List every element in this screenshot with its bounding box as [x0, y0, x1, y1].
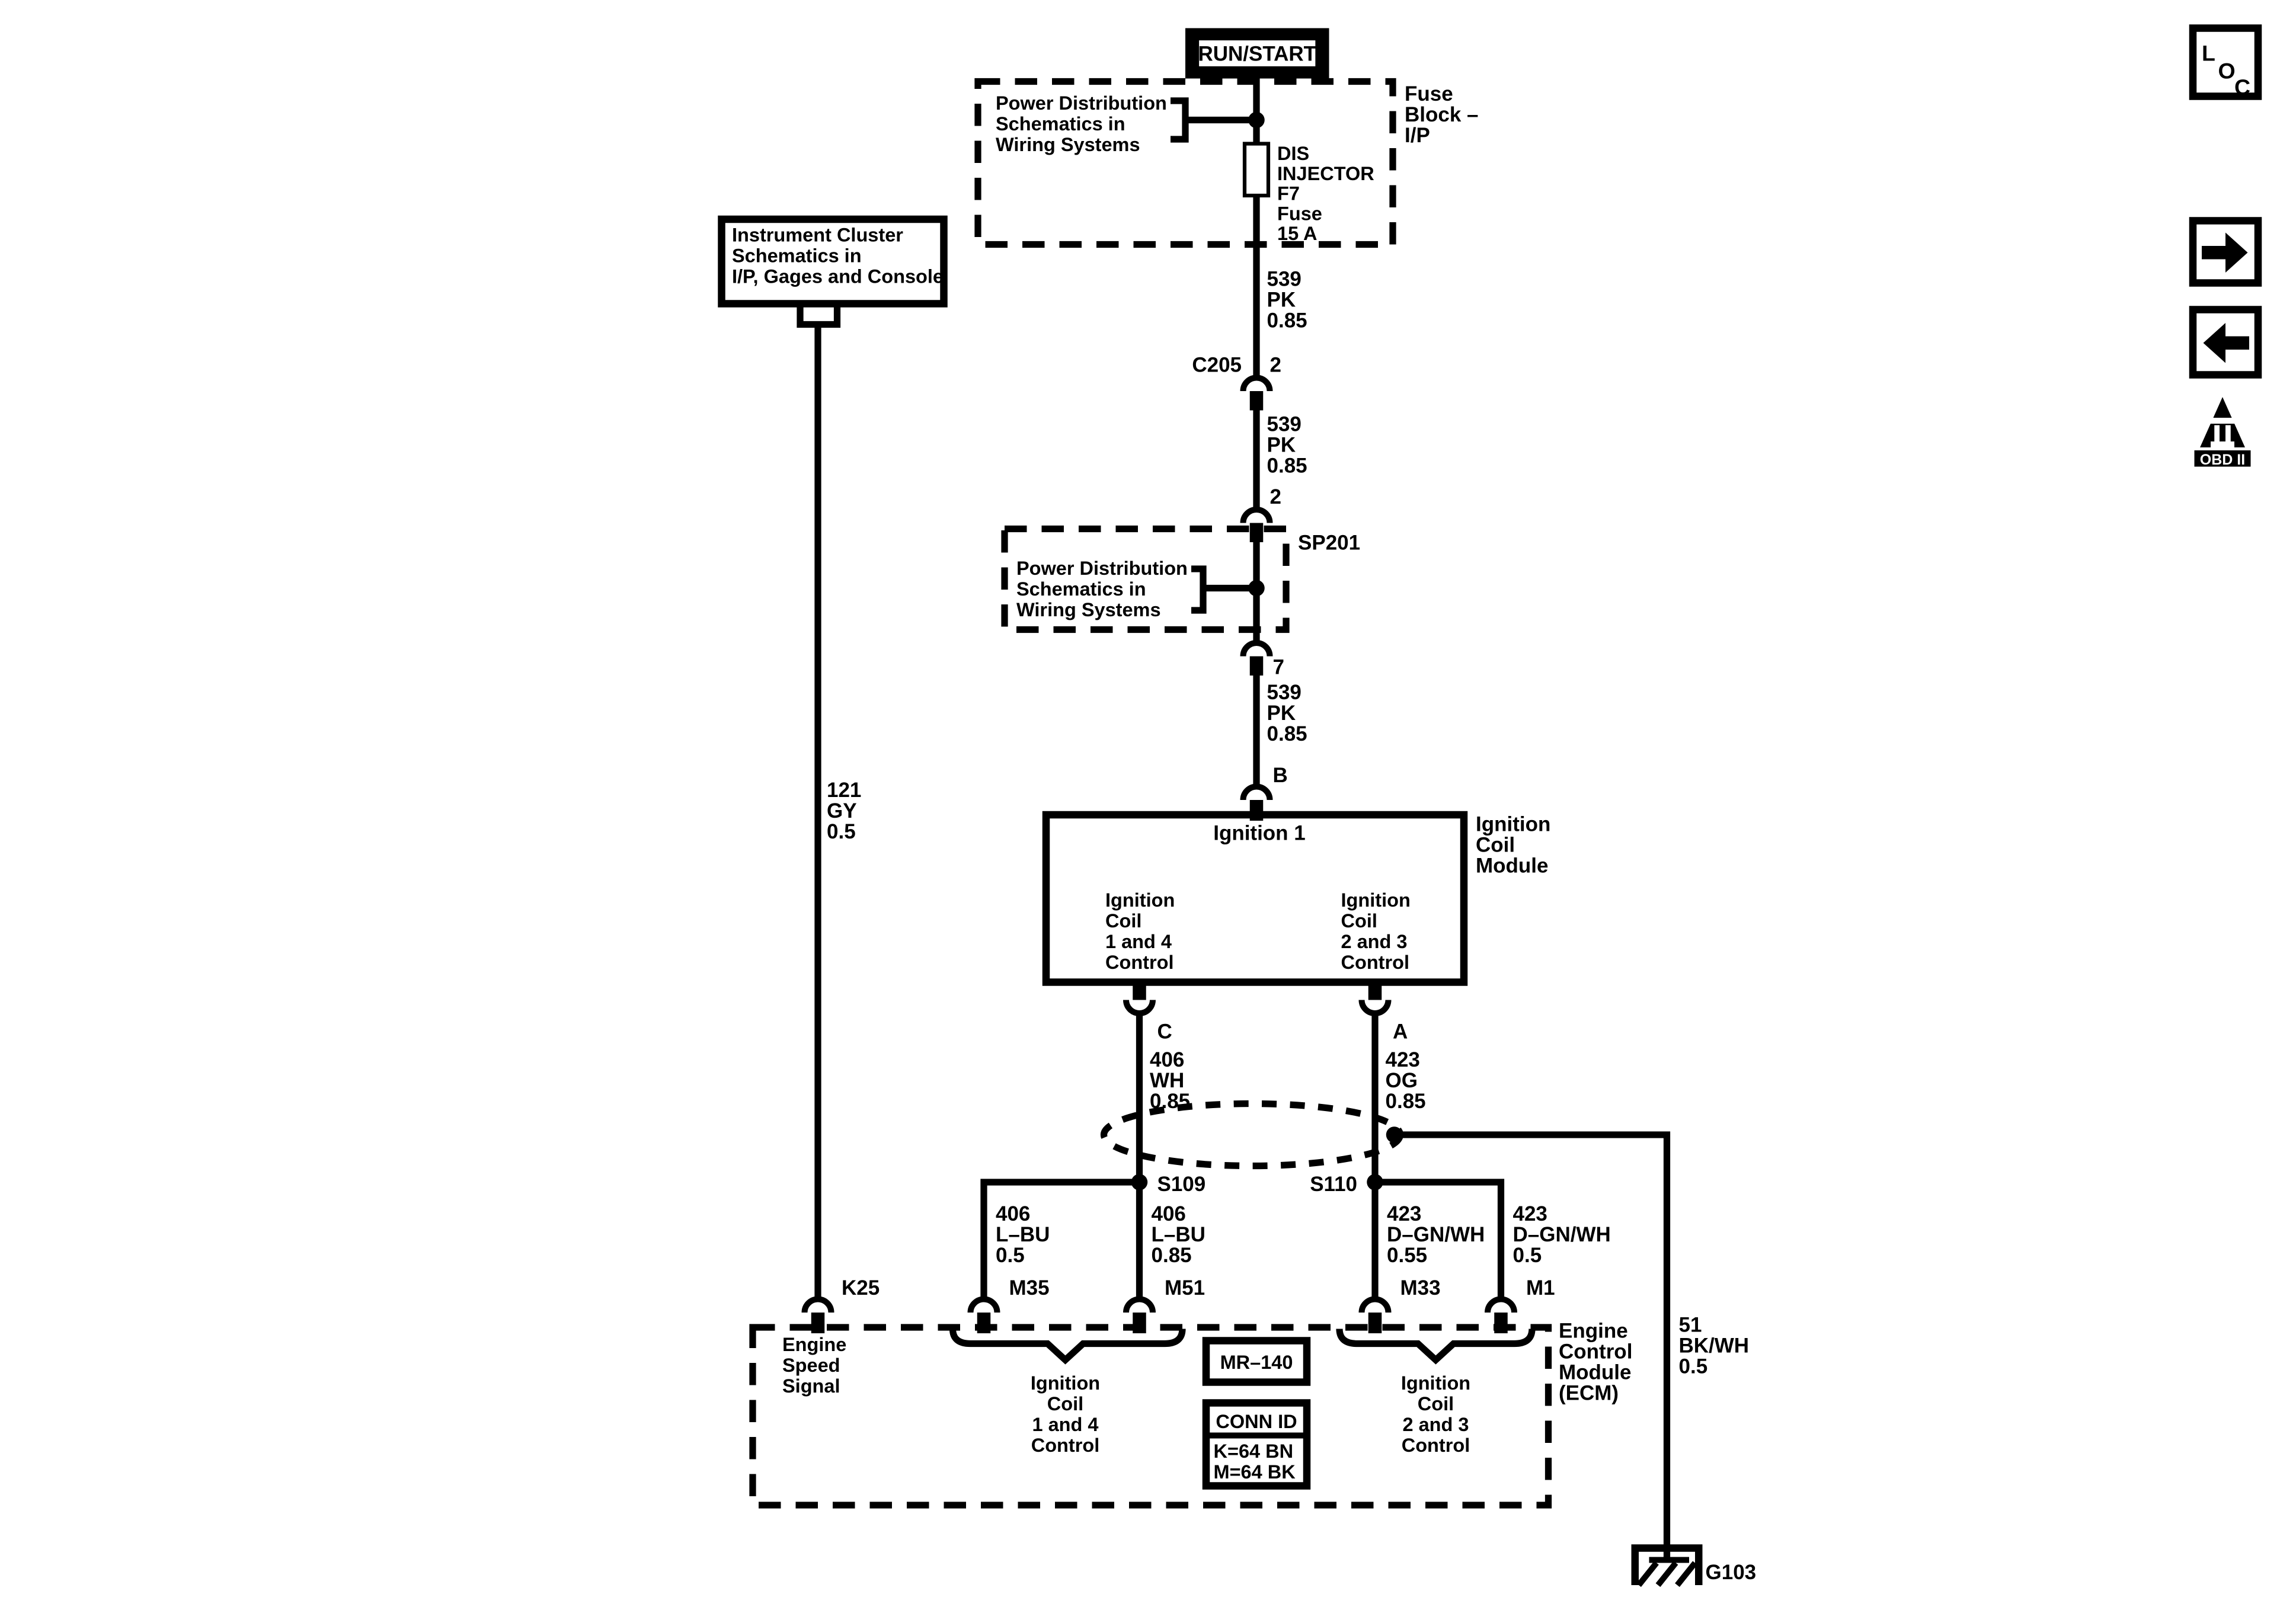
fuse-block-label — [1405, 82, 1479, 147]
icm-c-stub — [1133, 982, 1146, 1000]
icm-b-arc — [1243, 787, 1270, 801]
ecm-engine-speed-label — [782, 1334, 846, 1397]
center-circuit — [1185, 79, 1265, 378]
icm-coil14-line1: Ignition — [1105, 889, 1175, 911]
wire-539-gauge: 0.85 — [1267, 454, 1307, 478]
m33-label: M33 — [1400, 1276, 1441, 1299]
m1-arc — [1488, 1299, 1514, 1313]
sp201-note-line3: Wiring Systems — [1016, 598, 1161, 620]
ecm-coil23-line4: Control — [1401, 1435, 1470, 1456]
c205-label: C205 — [1192, 353, 1242, 377]
ecm-espd-line2: Speed — [782, 1355, 840, 1376]
wire-423og-color: OG — [1385, 1069, 1418, 1092]
icm-coil23-line1: Ignition — [1341, 889, 1411, 911]
connector-icm-a — [1362, 982, 1408, 1043]
power-distribution-note-top — [996, 92, 1185, 155]
wire-label-423-dgn-055 — [1387, 1202, 1485, 1267]
icm-coil14-label — [1105, 889, 1175, 973]
ground-hatch-1 — [1639, 1563, 1657, 1586]
instrument-note-bracket — [800, 307, 837, 338]
fuse-block-label-line3: I/P — [1405, 123, 1430, 147]
icm-pin-c: C — [1157, 1020, 1172, 1044]
instrument-note-line1: Instrument Cluster — [732, 224, 903, 246]
wire-539-circuit: 539 — [1267, 681, 1302, 704]
k25-label: K25 — [842, 1276, 880, 1299]
ecm-coil14-line1: Ignition — [1030, 1372, 1101, 1394]
ecm-espd-line3: Signal — [782, 1375, 840, 1397]
m35-arc — [971, 1299, 997, 1313]
icm-coil23-line3: 2 and 3 — [1341, 931, 1408, 952]
ecm-name-label — [1559, 1320, 1632, 1405]
ecm-coil23-line1: Ignition — [1400, 1372, 1471, 1394]
wire-label-121-gy — [827, 779, 861, 843]
lbu085-color: L–BU — [1151, 1223, 1205, 1246]
wire-label-406-lbu-05 — [996, 1202, 1050, 1267]
nav-prev-button[interactable] — [2193, 310, 2258, 375]
s109-label: S109 — [1157, 1173, 1206, 1196]
m1-label: M1 — [1526, 1276, 1555, 1299]
ecm-espd-line1: Engine — [782, 1334, 847, 1355]
instrument-note-line3: I/P, Gages and Console — [732, 265, 944, 287]
dgn055-gauge: 0.55 — [1387, 1244, 1428, 1267]
icm-name-line3: Module — [1476, 854, 1549, 878]
obd2-pillar-left — [2214, 425, 2220, 441]
power-note-bracket — [1171, 101, 1185, 139]
engine-control-module — [753, 1320, 1632, 1506]
conn-id-row2: M=64 BK — [1213, 1461, 1296, 1483]
ignition-coil-module — [1046, 813, 1550, 982]
right-arrow-icon — [2202, 246, 2225, 260]
nav-loc-button[interactable] — [2193, 28, 2258, 100]
power-distribution-note-sp201 — [1016, 558, 1265, 620]
sp201-pin-in: 2 — [1269, 485, 1281, 508]
icm-coil14-line3: 1 and 4 — [1105, 931, 1172, 952]
connector-icm-c — [1126, 982, 1172, 1043]
icm-coil23-label — [1341, 889, 1411, 973]
icm-a-arc — [1362, 1000, 1389, 1013]
wire-51-color: BK/WH — [1678, 1334, 1750, 1358]
nav-obd2-badge[interactable] — [2192, 397, 2254, 468]
conn-id-title: CONN ID — [1216, 1411, 1297, 1432]
fuse-label-line2: INJECTOR — [1277, 162, 1374, 184]
m51-arc — [1126, 1299, 1153, 1313]
ground-hatch-3 — [1677, 1563, 1695, 1586]
ecm-coil23-line3: 2 and 3 — [1402, 1414, 1469, 1435]
sp201-out-stub — [1250, 657, 1264, 676]
sp201-note-line1: Power Distribution — [1016, 557, 1188, 579]
lbu05-color: L–BU — [996, 1223, 1050, 1246]
ecm-coil23-line2: Coil — [1417, 1393, 1454, 1414]
left-arrow-icon — [2225, 337, 2249, 350]
wire-121-circuit: 121 — [827, 779, 862, 802]
icm-pin-a: A — [1393, 1020, 1408, 1044]
lbu05-gauge: 0.5 — [996, 1244, 1025, 1267]
wire-539-circuit: 539 — [1267, 412, 1302, 436]
sp201-box — [1005, 529, 1360, 629]
icm-coil14-line4: Control — [1105, 952, 1174, 973]
sp201-label: SP201 — [1298, 531, 1361, 555]
loc-letter-o: O — [2218, 58, 2236, 84]
icm-coil23-line4: Control — [1341, 952, 1410, 973]
obd2-label: OBD II — [2199, 451, 2246, 468]
dgn05-color: D–GN/WH — [1512, 1223, 1611, 1246]
wire-539-color: PK — [1267, 288, 1296, 312]
sp201-note-line2: Schematics in — [1016, 578, 1146, 600]
icm-name-line1: Ignition — [1476, 812, 1551, 836]
k25-arc — [805, 1299, 832, 1313]
connector-c205 — [1192, 354, 1281, 411]
obd2-pillar-right — [2225, 425, 2231, 441]
ecm-coil23-label — [1401, 1372, 1470, 1456]
wire-label-406-wh — [1150, 1048, 1190, 1113]
fuse-block-label-line1: Fuse — [1405, 82, 1453, 105]
sp201-in-stub — [1250, 523, 1264, 542]
icm-c-arc — [1126, 1000, 1153, 1013]
lbu05-circuit: 406 — [996, 1202, 1031, 1225]
dgn055-circuit: 423 — [1387, 1202, 1422, 1225]
wire-423og-circuit: 423 — [1385, 1048, 1420, 1071]
icm-name-label — [1476, 813, 1550, 878]
ecm-name-line3: Module — [1559, 1361, 1632, 1384]
ground-g103 — [1632, 1548, 1757, 1586]
m33-stub — [1368, 1313, 1382, 1333]
wire-label-423-dgn-05 — [1513, 1202, 1611, 1267]
wire-406wh-circuit: 406 — [1150, 1048, 1185, 1071]
icm-title: Ignition 1 — [1213, 821, 1306, 845]
ecm-name-line2: Control — [1559, 1340, 1633, 1363]
nav-next-button[interactable] — [2193, 220, 2258, 283]
ecm-conn-id-box — [1206, 1403, 1307, 1486]
c205-pin-label: 2 — [1269, 353, 1281, 377]
fuse-label — [1277, 143, 1374, 244]
fuse-label-line5: 15 A — [1277, 223, 1318, 244]
wire-406wh-gauge: 0.85 — [1150, 1090, 1191, 1113]
dgn05-circuit: 423 — [1512, 1202, 1547, 1225]
ecm-coil14-line2: Coil — [1047, 1393, 1084, 1414]
k25-stub — [811, 1313, 825, 1333]
fuse-block-label-line2: Block – — [1405, 103, 1479, 126]
s110-label: S110 — [1310, 1173, 1357, 1196]
wire-539-color: PK — [1267, 433, 1296, 457]
icm-a-stub — [1368, 982, 1382, 1000]
ecm-name-line1: Engine — [1559, 1319, 1628, 1343]
ecm-coil23-brace — [1339, 1329, 1532, 1361]
fuse-symbol — [1245, 143, 1268, 196]
wire-406wh-color: WH — [1150, 1069, 1185, 1092]
instrument-note-line2: Schematics in — [732, 245, 862, 267]
wire-423og-gauge: 0.85 — [1385, 1090, 1426, 1113]
dgn055-color: D–GN/WH — [1387, 1223, 1485, 1246]
wire-label-51-bkwh — [1679, 1314, 1750, 1378]
wire-539-gauge: 0.85 — [1267, 722, 1307, 745]
lbu085-circuit: 406 — [1151, 1202, 1186, 1225]
obd2-pillar-base — [2211, 441, 2234, 447]
fuse-label-line1: DIS — [1277, 143, 1310, 164]
wire-51-circuit: 51 — [1678, 1313, 1702, 1337]
ground-hatch-2 — [1658, 1563, 1676, 1586]
conn-id-row1: K=64 BN — [1213, 1441, 1294, 1462]
icm-coil23-line2: Coil — [1341, 910, 1377, 932]
m35-label: M35 — [1009, 1276, 1050, 1299]
power-note-line2: Schematics in — [996, 113, 1125, 135]
wire-51-gauge: 0.5 — [1678, 1355, 1708, 1378]
ecm-name-line4: (ECM) — [1559, 1381, 1619, 1405]
wire-539-color: PK — [1267, 702, 1296, 725]
shield-ellipse — [1104, 1103, 1400, 1166]
ecm-coil14-line3: 1 and 4 — [1032, 1414, 1099, 1435]
dgn05-gauge: 0.5 — [1512, 1244, 1542, 1267]
loc-letter-l: L — [2202, 40, 2215, 66]
m51-label: M51 — [1165, 1276, 1205, 1299]
fuse-block — [978, 82, 1479, 245]
m33-arc — [1362, 1299, 1389, 1313]
wire-label-406-lbu-085 — [1152, 1202, 1205, 1267]
icm-name-line2: Coil — [1476, 833, 1515, 857]
wire-label-539-pk-3 — [1267, 681, 1307, 745]
run-start-box — [1185, 28, 1329, 78]
junction-dot-fuse-block — [1248, 112, 1265, 129]
ecm-coil14-line4: Control — [1031, 1435, 1100, 1456]
wire-121-gauge: 0.5 — [827, 820, 856, 843]
icm-coil14-line2: Coil — [1105, 910, 1142, 932]
sp201-note-bracket — [1191, 569, 1203, 610]
run-start-label: RUN/START — [1198, 42, 1317, 66]
icm-pin-b: B — [1272, 764, 1288, 787]
ecm-part-box — [1206, 1341, 1307, 1382]
instrument-cluster-note — [722, 219, 944, 338]
sp201-pin-out: 7 — [1272, 655, 1284, 679]
sp201-in-arc — [1243, 510, 1270, 523]
obd2-pillar-top — [2211, 418, 2234, 424]
fuse-label-line3: F7 — [1277, 183, 1300, 204]
wire-label-539-pk-2 — [1267, 413, 1307, 478]
wire-121-color: GY — [827, 799, 857, 822]
lbu085-gauge: 0.85 — [1151, 1244, 1192, 1267]
ecm-coil14-label — [1031, 1372, 1100, 1456]
connector-sp201-out — [1243, 643, 1270, 676]
g103-label: G103 — [1705, 1560, 1757, 1584]
ecm-coil14-brace — [953, 1329, 1183, 1361]
wire-label-423-og — [1386, 1048, 1426, 1113]
sp201-out-arc — [1243, 643, 1270, 657]
loc-letter-c: C — [2234, 75, 2251, 100]
fuse-label-line4: Fuse — [1277, 203, 1322, 225]
power-note-line3: Wiring Systems — [996, 134, 1140, 155]
wire-539-circuit: 539 — [1267, 267, 1302, 291]
wire-label-539-pk-1 — [1267, 268, 1307, 332]
ecm-part-label: MR–140 — [1220, 1352, 1293, 1373]
power-note-line1: Power Distribution — [996, 92, 1167, 114]
c205-stub — [1250, 391, 1264, 410]
wire-539-gauge: 0.85 — [1267, 309, 1307, 332]
c205-arc — [1243, 378, 1270, 392]
